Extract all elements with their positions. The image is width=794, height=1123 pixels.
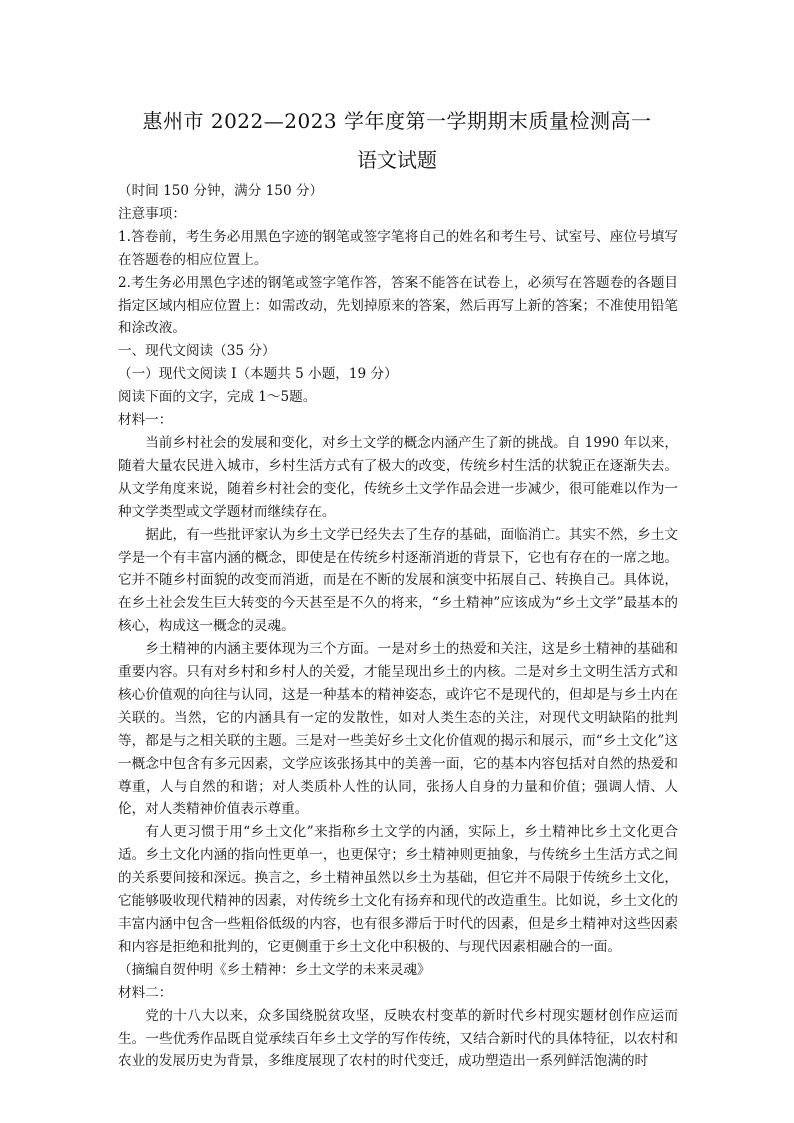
reading-instruction: 阅读下面的文字，完成 1～5题。 bbox=[118, 389, 317, 406]
material-1-paragraph-1: 当前乡村社会的发展和变化，对乡土文学的概念内涵产生了新的挑战。自 1990 年以来，随着大量农民进入城市，乡村生活方式有了极大的改变，传统乡村生活的状貌正在逐渐失去。从文学角度来说，随着乡村社会的变化，传统乡土文学作品会进一步减少，很可能难以作为一种文学类型或文学题材而继续存在。 bbox=[118, 434, 678, 520]
material-1-paragraph-3: 乡土精神的内涵主要体现为三个方面。一是对乡土的热爱和关注，这是乡土精神的基础和重要内容。只有对乡村和乡村人的关爱，才能呈现出乡土的内核。二是对乡土文明生活方式和核心价值观的向往与认同，这是一种基本的精神姿态，或许它不是现代的，但却是与乡土内在关联的。当然，它的内涵具有一定的发散性，如对人类生态的关注，对现代文明缺陷的批判等，都是与之相关联的主题。三是对一些美好乡土文化价值观的揭示和展示，而“乡土文化”这一概念中包含有多元因素，文学应该张扬其中的美善一面，它的基本内容包括对自然的热爱和尊重，人与自然的和谐；对人类质朴人性的认同，张扬人自身的力量和价值；强调人情、人伦，对人类精神价值表示尊重。 bbox=[118, 641, 678, 818]
material-2-label: 材料二： bbox=[118, 984, 173, 1001]
exam-title: 惠州市 2022—2023 学年度第一学期期末质量检测高一 bbox=[142, 109, 652, 133]
time-info: （时间 150 分钟，满分 150 分） bbox=[118, 183, 324, 199]
material-1-paragraph-4: 有人更习惯于用“乡土文化”来指称乡土文学的内涵，实际上，乡土精神比乡土文化更合适。乡土文化内涵的指向性更单一，也更保守；乡土精神则更抽象，与传统乡土生活方式之间的关系要间接和深远。换言之，乡土精神虽然以乡土为基础，但它并不局限于传统乡土文化，它能够吸收现代精神的因素，对传统乡土文化有扬弃和现代的改造重生。比如说，乡土文化的丰富内涵中包含一些粗俗低级的内容，也有很多滞后于时代的因素，但是乡土精神对这些因素和内容是拒绝和批判的，它更侧重于乡土文化中积极的、与现代因素相融合的一面。 bbox=[118, 824, 678, 955]
exam-body bbox=[118, 180, 678, 1073]
material-1-source: （摘编自贺仲明《乡土精神：乡土文学的未来灵魂》 bbox=[118, 961, 431, 978]
material-1-label: 材料一： bbox=[118, 412, 173, 429]
notice-item-2: 2.考生务必用黑色字述的钢笔或签字笔作答，答案不能答在试卷上，必须写在答题卷的各题目指定区域内相应位置上：如需改动，先划掉原来的答案，然后再写上新的答案；不准使用铅笔和涂改液。 bbox=[118, 274, 678, 337]
material-1-paragraph-2: 据此，有一些批评家认为乡土文学已经失去了生存的基础，面临消亡。其实不然，乡土文学是一个有丰富内涵的概念，即使是在传统乡村逐渐消逝的背景下，它也有存在的一席之地。它并不随乡村面貌的改变而消逝，而是在不断的发展和演变中拓展自己、转换自己。具体说，在乡土社会发生巨大转变的今天甚至是不久的将来，“乡土精神”应该成为“乡土文学”最基本的核心，构成这一概念的灵魂。 bbox=[118, 526, 678, 635]
notice-heading: 注意事项： bbox=[118, 205, 186, 222]
notice-item-1: 1.答卷前，考生务必用黑色字迹的钢笔或签字笔将自己的姓名和考生号、试室号、座位号填写在答题卷的相应位置上。 bbox=[118, 228, 678, 268]
exam-subject-title: 语文试题 bbox=[357, 148, 437, 172]
section-heading: 一、现代文阅读（35 分） bbox=[118, 343, 276, 360]
subsection-heading: （一）现代文阅读 I（本题共 5 小题，19 分） bbox=[118, 366, 398, 383]
material-2-paragraph-1: 党的十八大以来，众多国绕脱贫攻坚，反映农村变革的新时代乡村现实题材创作应运而生。一些优秀作品既自觉承续百年乡土文学的写作传统，又结合新时代的具体特征，以农村和农业的发展历史为背景，多维度展现了农村的时代变迁，成功塑造出一系列鲜活饱满的时 bbox=[118, 1007, 678, 1070]
